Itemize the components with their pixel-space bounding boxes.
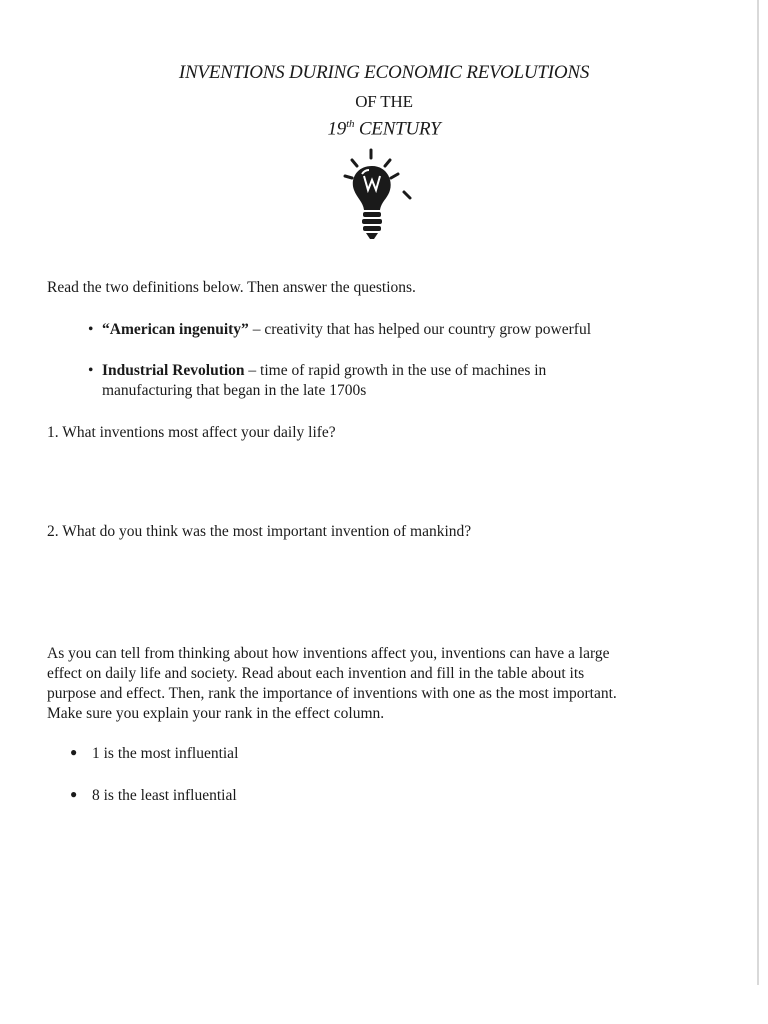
- rank-note: [70, 787, 237, 805]
- bullet-icon: ●: [70, 745, 78, 759]
- definition-term: “American ingenuity”: [102, 321, 249, 338]
- instructions-paragraph: [47, 644, 707, 724]
- page-edge-line: [757, 0, 759, 985]
- page-title: INVENTIONS DURING ECONOMIC REVOLUTIONS: [178, 62, 590, 83]
- definition-text: – time of rapid growth in the use of machines in: [244, 362, 547, 379]
- definition-text: – creativity that has helped our country grow powerful: [248, 321, 592, 338]
- definition-item: [88, 320, 591, 340]
- lightbulb-icon: [338, 146, 418, 246]
- bullet-icon: ●: [70, 787, 78, 801]
- page-title-line2: OF THE: [355, 92, 413, 111]
- paragraph-line: effect on daily life and society. Read about each invention and fill in the table about its: [47, 665, 585, 682]
- page-title-line3: [0, 118, 768, 140]
- question-2: 2. What do you think was the most important invention of mankind?: [47, 523, 472, 540]
- rank-note-text: 8 is the least influential: [92, 787, 237, 804]
- paragraph-line: purpose and effect. Then, rank the importance of inventions with one as the most important.: [47, 685, 617, 702]
- definition-item: [88, 361, 648, 401]
- paragraph-line: As you can tell from thinking about how inventions affect you, inventions can have a large: [47, 645, 610, 662]
- rank-note: [70, 745, 238, 763]
- rank-note-text: 1 is the most influential: [92, 745, 239, 762]
- century-number: 19: [327, 118, 347, 140]
- century-word: CENTURY: [354, 118, 441, 140]
- definition-text-continued: manufacturing that began in the late 1700s: [102, 382, 367, 399]
- instructions-text: Read the two definitions below. Then answer the questions.: [47, 279, 416, 296]
- century-suffix: th: [346, 118, 355, 130]
- bullet-icon: •: [88, 362, 94, 379]
- bullet-icon: •: [88, 321, 94, 338]
- question-1: 1. What inventions most affect your daily life?: [47, 424, 336, 441]
- definition-term: Industrial Revolution: [102, 362, 245, 379]
- paragraph-line: Make sure you explain your rank in the effect column.: [47, 705, 385, 722]
